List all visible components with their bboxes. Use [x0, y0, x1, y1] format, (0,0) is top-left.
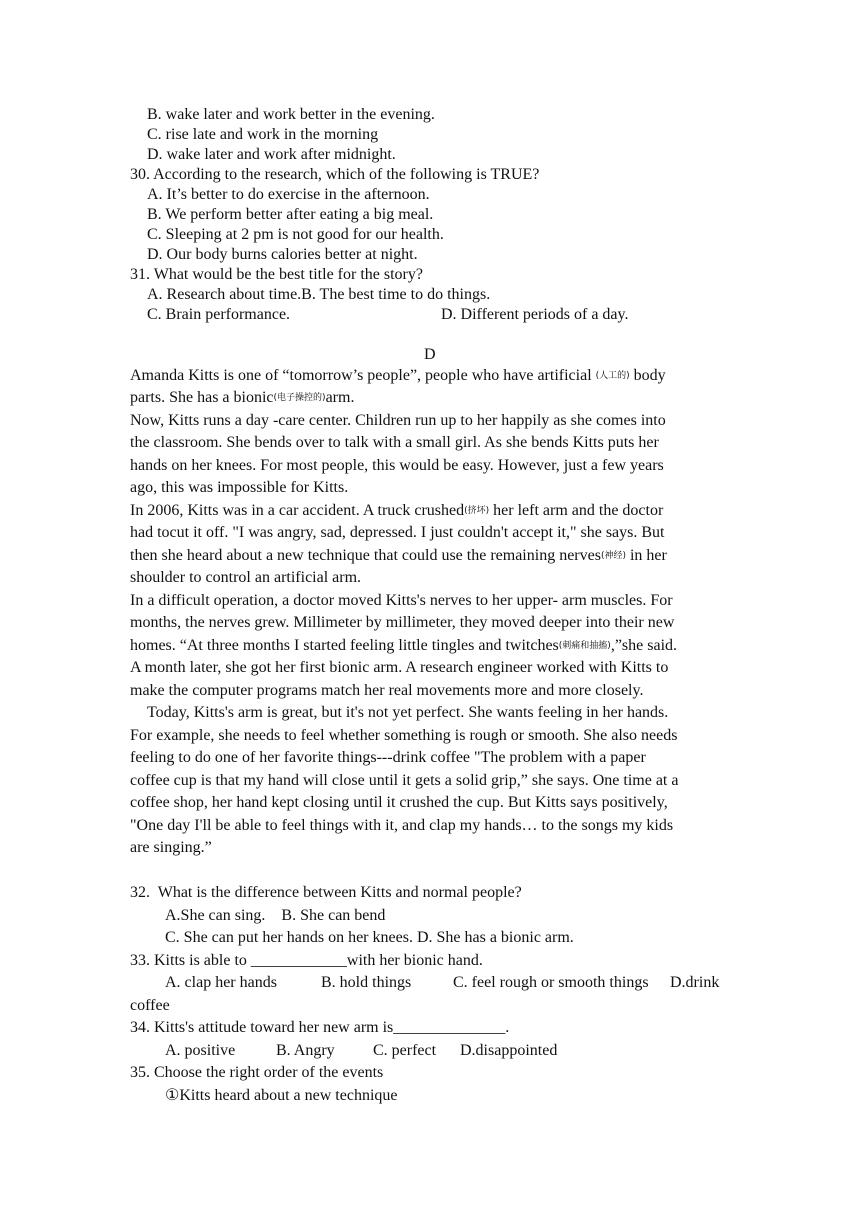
passage-line: coffee cup is that my hand will close until it gets a solid grip,” she says. One time at a [130, 772, 679, 789]
gloss: (刺痛和抽搐) [558, 641, 611, 651]
q30-option-d: D. Our body burns calories better at night. [147, 246, 418, 263]
passage-line: In a difficult operation, a doctor moved Kitts's nerves to her upper- arm muscles. For [130, 592, 673, 609]
passage-line: the classroom. She bends over to talk with a small girl. As she bends Kitts puts her [130, 434, 659, 451]
passage-line: months, the nerves grew. Millimeter by millimeter, they moved deeper into their new [130, 614, 675, 631]
passage-line: then she heard about a new technique that could use the remaining nerves(神经) in her [130, 547, 667, 564]
passage-line: Amanda Kitts is one of “tomorrow’s people”, people who have artificial (人工的) body [130, 367, 666, 384]
q31-option-ab: A. Research about time.B. The best time to do things. [147, 286, 491, 303]
q33-option-d: D.drink [670, 974, 720, 991]
q34-option-b: B. Angry [276, 1042, 335, 1059]
passage-line: For example, she needs to feel whether something is rough or smooth. She also needs [130, 727, 678, 744]
gloss: (电子操控的) [273, 393, 326, 403]
q29-option-c: C. rise late and work in the morning [147, 126, 379, 143]
q29-option-d: D. wake later and work after midnight. [147, 146, 396, 163]
q32-stem: 32. What is the difference between Kitts and normal people? [130, 884, 522, 901]
passage-line: coffee shop, her hand kept closing until it crushed the cup. But Kitts says positively, [130, 794, 668, 811]
q30-option-b: B. We perform better after eating a big meal. [147, 206, 434, 223]
q35-item-1: ①Kitts heard about a new technique [165, 1087, 398, 1104]
q29-option-b: B. wake later and work better in the evening. [147, 106, 435, 123]
passage-line: homes. “At three months I started feeling little tingles and twitches(刺痛和抽搐),”she said. [130, 637, 678, 654]
gloss: (挤坏) [464, 506, 490, 516]
passage-line: ago, this was impossible for Kitts. [130, 479, 349, 496]
passage-line: had tocut it off. "I was angry, sad, depressed. I just couldn't accept it," she says. But [130, 524, 665, 541]
section-heading: D [424, 346, 436, 363]
passage-line: In 2006, Kitts was in a car accident. A truck crushed(挤坏) her left arm and the doctor [130, 502, 664, 519]
passage-line: are singing.” [130, 839, 212, 856]
q33-option-a: A. clap her hands [165, 974, 277, 991]
q33-option-d-continued: coffee [130, 997, 170, 1014]
q33-stem: 33. Kitts is able to ____________with her bionic hand. [130, 952, 483, 969]
passage-line: Today, Kitts's arm is great, but it's not yet perfect. She wants feeling in her hands. [147, 704, 669, 721]
q30-option-c: C. Sleeping at 2 pm is not good for our health. [147, 226, 444, 243]
passage-line: A month later, she got her first bionic arm. A research engineer worked with Kitts to [130, 659, 669, 676]
q34-option-d: D.disappointed [460, 1042, 558, 1059]
q34-option-c: C. perfect [373, 1042, 437, 1059]
q35-stem: 35. Choose the right order of the events [130, 1064, 384, 1081]
gloss: (神经) [600, 551, 626, 561]
passage-line: shoulder to control an artificial arm. [130, 569, 362, 586]
passage-line: make the computer programs match her real movements more and more closely. [130, 682, 644, 699]
q33-option-b: B. hold things [321, 974, 412, 991]
q30-stem: 30. According to the research, which of the following is TRUE? [130, 166, 540, 183]
passage-line: parts. She has a bionic(电子操控的)arm. [130, 389, 355, 406]
q34-stem: 34. Kitts's attitude toward her new arm is______________. [130, 1019, 510, 1036]
passage-line: "One day I'll be able to feel things with it, and clap my hands… to the songs my kids [130, 817, 674, 834]
gloss: (人工的) [595, 371, 630, 381]
q34-option-a: A. positive [165, 1042, 236, 1059]
passage-line: hands on her knees. For most people, this would be easy. However, just a few years [130, 457, 664, 474]
q32-option-cd: C. She can put her hands on her knees. D. She has a bionic arm. [165, 929, 574, 946]
passage-line: Now, Kitts runs a day -care center. Children run up to her happily as she comes into [130, 412, 666, 429]
q30-option-a: A. It’s better to do exercise in the afternoon. [147, 186, 430, 203]
q31-stem: 31. What would be the best title for the story? [130, 266, 423, 283]
q31-option-d: D. Different periods of a day. [441, 306, 629, 323]
passage-line: feeling to do one of her favorite things---drink coffee "The problem with a paper [130, 749, 646, 766]
q33-option-c: C. feel rough or smooth things [453, 974, 649, 991]
q32-option-ab: A.She can sing. B. She can bend [165, 907, 386, 924]
q31-option-c: C. Brain performance. [147, 306, 291, 323]
